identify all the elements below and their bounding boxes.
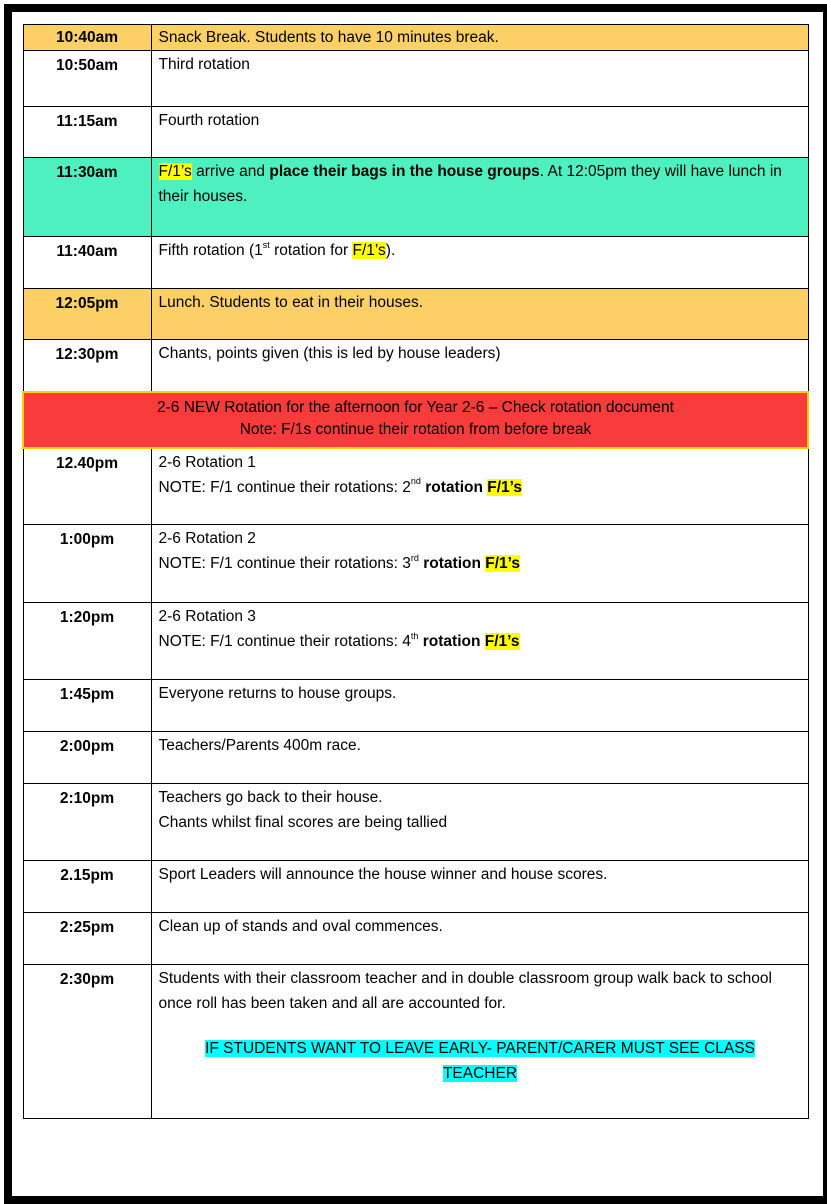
time-cell: 2:25pm [23,913,151,965]
activity-cell [151,603,808,680]
early-leave-notice [159,1036,802,1086]
time-cell: 11:30am [23,158,151,237]
activity-text: 2-6 Rotation 2 [158,530,256,547]
schedule-table [22,24,809,1119]
activity-text: 2-6 Rotation 3 [158,608,256,625]
activity-text: ). [385,242,396,259]
time-cell: 1:00pm [23,525,151,603]
f1-highlight: F/1’s [484,633,520,650]
activity-cell: Chants, points given (this is led by house leaders) [151,340,808,392]
activity-bold-text: rotation [420,478,488,496]
time-cell: 12.40pm [23,448,151,525]
activity-text: Students with their classroom teacher and in double classroom group walk back to school once roll has been taken and all are accounted for. [158,970,772,1012]
activity-cell: Fourth rotation [151,107,808,158]
activity-note [159,629,802,654]
time-cell: 1:45pm [23,680,151,732]
ordinal-suffix: rd [410,552,419,563]
ordinal-suffix: th [410,630,419,641]
time-cell: 2:30pm [23,965,151,1119]
time-cell: 11:40am [23,237,151,289]
activity-text: Fifth rotation (1 [158,242,263,259]
note-text: NOTE: F/1 continue their rotations: 4 [158,633,411,650]
activity-note [159,551,802,576]
f1-highlight: F/1’s [158,163,192,180]
time-cell: 12:30pm [23,340,151,392]
time-cell: 1:20pm [23,603,151,680]
table-row [23,680,808,732]
activity-cell [151,448,808,525]
activity-cell [151,525,808,603]
activity-cell: Lunch. Students to eat in their houses. [151,289,808,340]
table-row [23,525,808,603]
activity-cell [151,237,808,289]
notice-text: TEACHER [442,1065,518,1082]
time-cell: 12:05pm [23,289,151,340]
time-cell: 2.15pm [23,861,151,913]
table-row [23,732,808,784]
time-cell: 11:15am [23,107,151,158]
banner-line: Note: F/1s continue their rotation from before break [239,420,592,438]
activity-cell [151,158,808,237]
time-cell: 10:50am [23,51,151,107]
activity-bold-text: rotation [418,555,486,572]
f1-highlight: F/1’s [352,242,386,259]
activity-text: arrive and [191,163,270,180]
table-row [23,51,808,107]
activity-cell [151,784,808,861]
activity-cell: Everyone returns to house groups. [151,680,808,732]
note-text: NOTE: F/1 continue their rotations: 3 [158,555,411,572]
table-row [23,107,808,158]
activity-text: . At 12:05pm they will have lunch in their houses. [158,163,782,205]
time-cell: 2:10pm [23,784,151,861]
activity-text: rotation for [269,242,353,259]
activity-text: Chants whilst final scores are being tallied [158,814,448,831]
table-row [23,158,808,237]
banner-cell [23,392,808,448]
activity-cell: Teachers/Parents 400m race. [151,732,808,784]
time-cell: 2:00pm [23,732,151,784]
table-row [23,289,808,340]
note-text: NOTE: F/1 continue their rotations: 2 [158,478,411,496]
ordinal-suffix: nd [410,476,421,487]
table-row [23,340,808,392]
afternoon-banner [23,392,808,448]
notice-text: IF STUDENTS WANT TO LEAVE EARLY- PARENT/CARER MUST SEE CLASS [205,1040,755,1057]
table-row [23,25,808,51]
f1-highlight: F/1’s [485,555,520,572]
activity-bold-text: rotation [418,633,485,650]
activity-cell: Clean up of stands and oval commences. [151,913,808,965]
table-row [23,237,808,289]
activity-cell: Snack Break. Students to have 10 minutes break. [151,25,808,51]
table-row [23,965,808,1119]
activity-note [159,475,802,500]
activity-cell [151,965,808,1119]
activity-text: Teachers go back to their house. [158,789,383,806]
activity-bold-text: place their bags in the house groups [269,163,540,180]
table-row [23,603,808,680]
banner-line: 2-6 NEW Rotation for the afternoon for Year 2-6 – Check rotation document [157,398,674,416]
activity-text: 2-6 Rotation 1 [158,453,256,471]
table-row [23,448,808,525]
activity-cell: Sport Leaders will announce the house winner and house scores. [151,861,808,913]
table-row [23,861,808,913]
table-row [23,784,808,861]
ordinal-suffix: st [262,239,270,250]
time-cell: 10:40am [23,25,151,51]
f1-highlight: F/1’s [487,478,522,496]
table-row [23,913,808,965]
activity-cell: Third rotation [151,51,808,107]
